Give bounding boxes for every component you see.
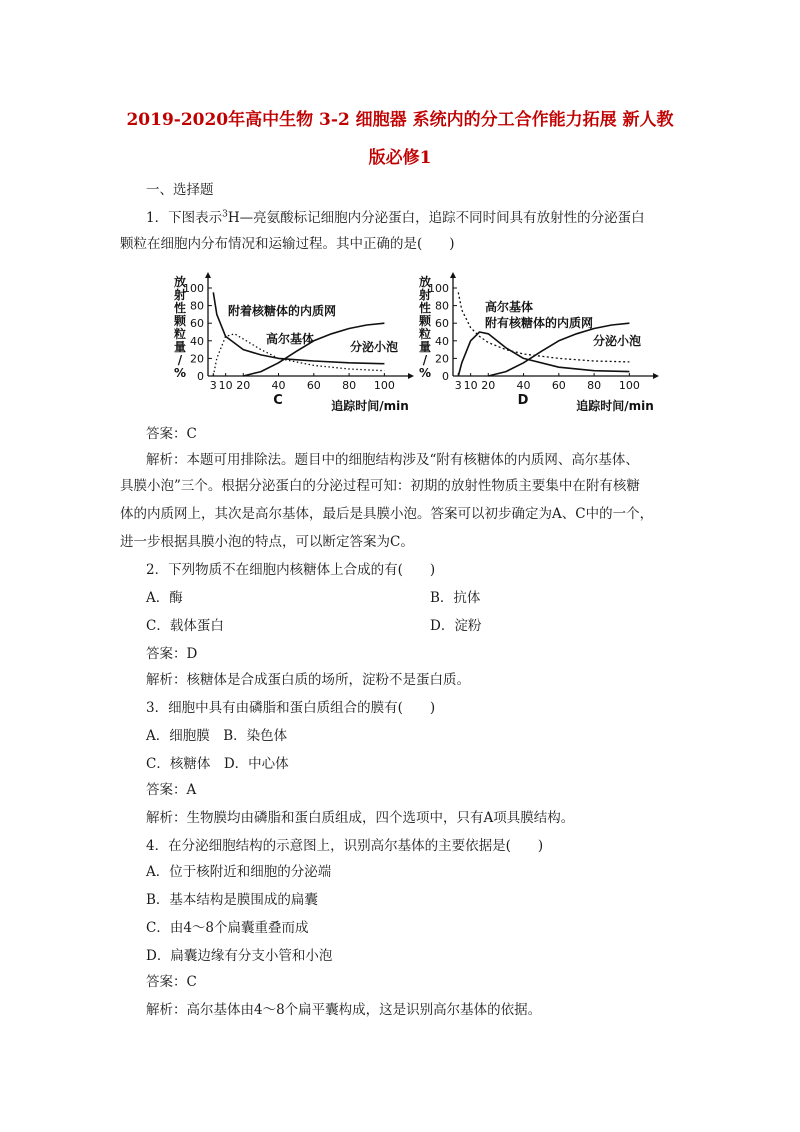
y-axis-label-char: /: [422, 353, 428, 367]
y-axis-label-char: 放: [418, 275, 432, 289]
series-label: 高尔基体: [485, 300, 534, 314]
chart-d: [415, 268, 665, 418]
y-axis-label-char: %: [173, 366, 187, 380]
x-tick-label: 60: [551, 379, 566, 392]
q1-explanation-1: 解析：本题可用排除法。题目中的细胞结构涉及“附有核糖体的内质网、高尔基体、: [146, 452, 639, 468]
series-label: 分泌小泡: [350, 340, 399, 354]
x-tick-label: 3: [454, 379, 462, 392]
y-tick-label: 80: [190, 299, 204, 313]
q2-option-a: A．酶: [146, 590, 183, 606]
x-tick-label: 20: [481, 379, 496, 392]
y-axis-label-char: 射: [173, 288, 187, 302]
q2-option-d: D．淀粉: [430, 618, 482, 634]
q2-stem: 2．下列物质不在细胞内核糖体上合成的有( ): [146, 562, 436, 578]
q4-explanation: 解析：高尔基体由4～8个扁平囊构成，这是识别高尔基体的依据。: [146, 1002, 542, 1018]
x-axis-label: 追踪时间/min: [576, 399, 654, 413]
q4-answer: 答案：C: [146, 974, 197, 990]
q3-options-cd: C．核糖体 D．中心体: [146, 756, 289, 772]
y-tick-label: 40: [190, 334, 204, 348]
x-axis-label: 追踪时间/min: [331, 399, 409, 413]
y-axis-label-char: 颗: [418, 314, 432, 328]
series-label: 分泌小泡: [593, 334, 642, 348]
q1-stem-pre: 1．下图表示: [146, 210, 223, 226]
x-tick-label: 10: [463, 379, 478, 392]
y-axis-arrow: [450, 272, 456, 278]
q1-stem-line2: 颗粒在细胞内分布情况和运输过程。其中正确的是( ): [120, 236, 455, 252]
q2-option-c: C．载体蛋白: [146, 618, 224, 634]
y-tick-label: 20: [190, 352, 204, 366]
q2-option-b: B．抗体: [430, 590, 481, 606]
y-axis-label-char: 粒: [173, 327, 187, 341]
document-title-line1: 2019-2020年高中生物 3-2 细胞器 系统内的分工合作能力拓展 新人教: [126, 110, 674, 130]
y-tick-label: 60: [435, 317, 449, 331]
document-title-line2: 版必修1: [368, 148, 432, 168]
y-tick-label: 100: [183, 282, 204, 295]
y-tick-label: 20: [435, 352, 449, 366]
q3-stem: 3．细胞中具有由磷脂和蛋白质组合的膜有( ): [146, 700, 436, 716]
y-axis-label-char: 性: [173, 301, 187, 315]
x-tick-label: 20: [236, 379, 251, 392]
q4-option-a: A．位于核附近和细胞的分泌端: [146, 864, 332, 880]
x-tick-label: 80: [587, 379, 602, 392]
q4-option-b: B．基本结构是膜围成的扁囊: [146, 892, 318, 908]
y-axis-arrow: [205, 272, 211, 278]
q1-stem-line1: [146, 208, 645, 228]
x-tick-label: 80: [342, 379, 357, 392]
section-heading: 一、选择题: [146, 182, 214, 198]
q1-superscript: 3: [222, 209, 228, 220]
x-tick-label: 100: [618, 379, 640, 392]
y-axis-label-char: /: [177, 353, 183, 367]
q4-option-d: D．扁囊边缘有分支小管和小泡: [146, 948, 333, 964]
y-tick-label: 80: [435, 299, 449, 313]
y-axis-label-char: 粒: [418, 327, 432, 341]
x-tick-label: 60: [306, 379, 321, 392]
q2-answer: 答案：D: [146, 646, 198, 662]
q3-options-ab: A．细胞膜 B．染色体: [146, 728, 288, 744]
q1-explanation-4: 进一步根据具膜小泡的特点，可以断定答案为C。: [120, 534, 414, 550]
series-label: 附着核糖体的内质网: [228, 304, 337, 318]
y-axis-label-char: 量: [173, 340, 187, 354]
y-axis-label-char: %: [418, 366, 432, 380]
x-tick-label: 3: [209, 379, 217, 392]
q1-stem-post: H—亮氨酸标记细胞内分泌蛋白，追踪不同时间具有放射性的分泌蛋白: [227, 210, 645, 226]
chart-c: [170, 268, 420, 418]
x-tick-label: 40: [516, 379, 531, 392]
q4-stem: 4．在分泌细胞结构的示意图上，识别高尔基体的主要依据是( ): [146, 838, 544, 854]
x-tick-label: 100: [373, 379, 395, 392]
y-axis-label-char: 射: [418, 288, 432, 302]
y-tick-label: 60: [190, 317, 204, 331]
q1-explanation-2: 具膜小泡”三个。根据分泌蛋白的分泌过程可知：初期的放射性物质主要集中在附有核糖: [120, 478, 640, 494]
y-tick-label: 0: [197, 370, 204, 383]
x-tick-label: 10: [218, 379, 233, 392]
series-label: 高尔基体: [266, 332, 315, 346]
panel-label: D: [517, 393, 529, 408]
y-tick-label: 40: [435, 334, 449, 348]
y-axis-label-char: 放: [173, 275, 187, 289]
panel-label: C: [273, 393, 283, 408]
y-tick-label: 0: [442, 370, 449, 383]
q2-explanation: 解析：核糖体是合成蛋白质的场所，淀粉不是蛋白质。: [146, 672, 470, 688]
q1-answer: 答案：C: [146, 426, 197, 442]
x-axis-arrow: [653, 373, 659, 379]
q1-explanation-3: 体的内质网上，其次是高尔基体，最后是具膜小泡。答案可以初步确定为A、C中的一个，: [120, 506, 654, 522]
x-tick-label: 40: [271, 379, 286, 392]
y-axis-label-char: 性: [418, 301, 432, 315]
y-tick-label: 100: [428, 282, 449, 295]
q3-answer: 答案：A: [146, 782, 197, 798]
series-label: 附有核糖体的内质网: [485, 316, 594, 330]
q3-explanation: 解析：生物膜均由磷脂和蛋白质组成，四个选项中，只有A项具膜结构。: [146, 810, 575, 826]
y-axis-label-char: 颗: [173, 314, 187, 328]
y-axis-label-char: 量: [418, 340, 432, 354]
x-axis-arrow: [408, 373, 414, 379]
q4-option-c: C．由4～8个扁囊重叠而成: [146, 920, 309, 936]
